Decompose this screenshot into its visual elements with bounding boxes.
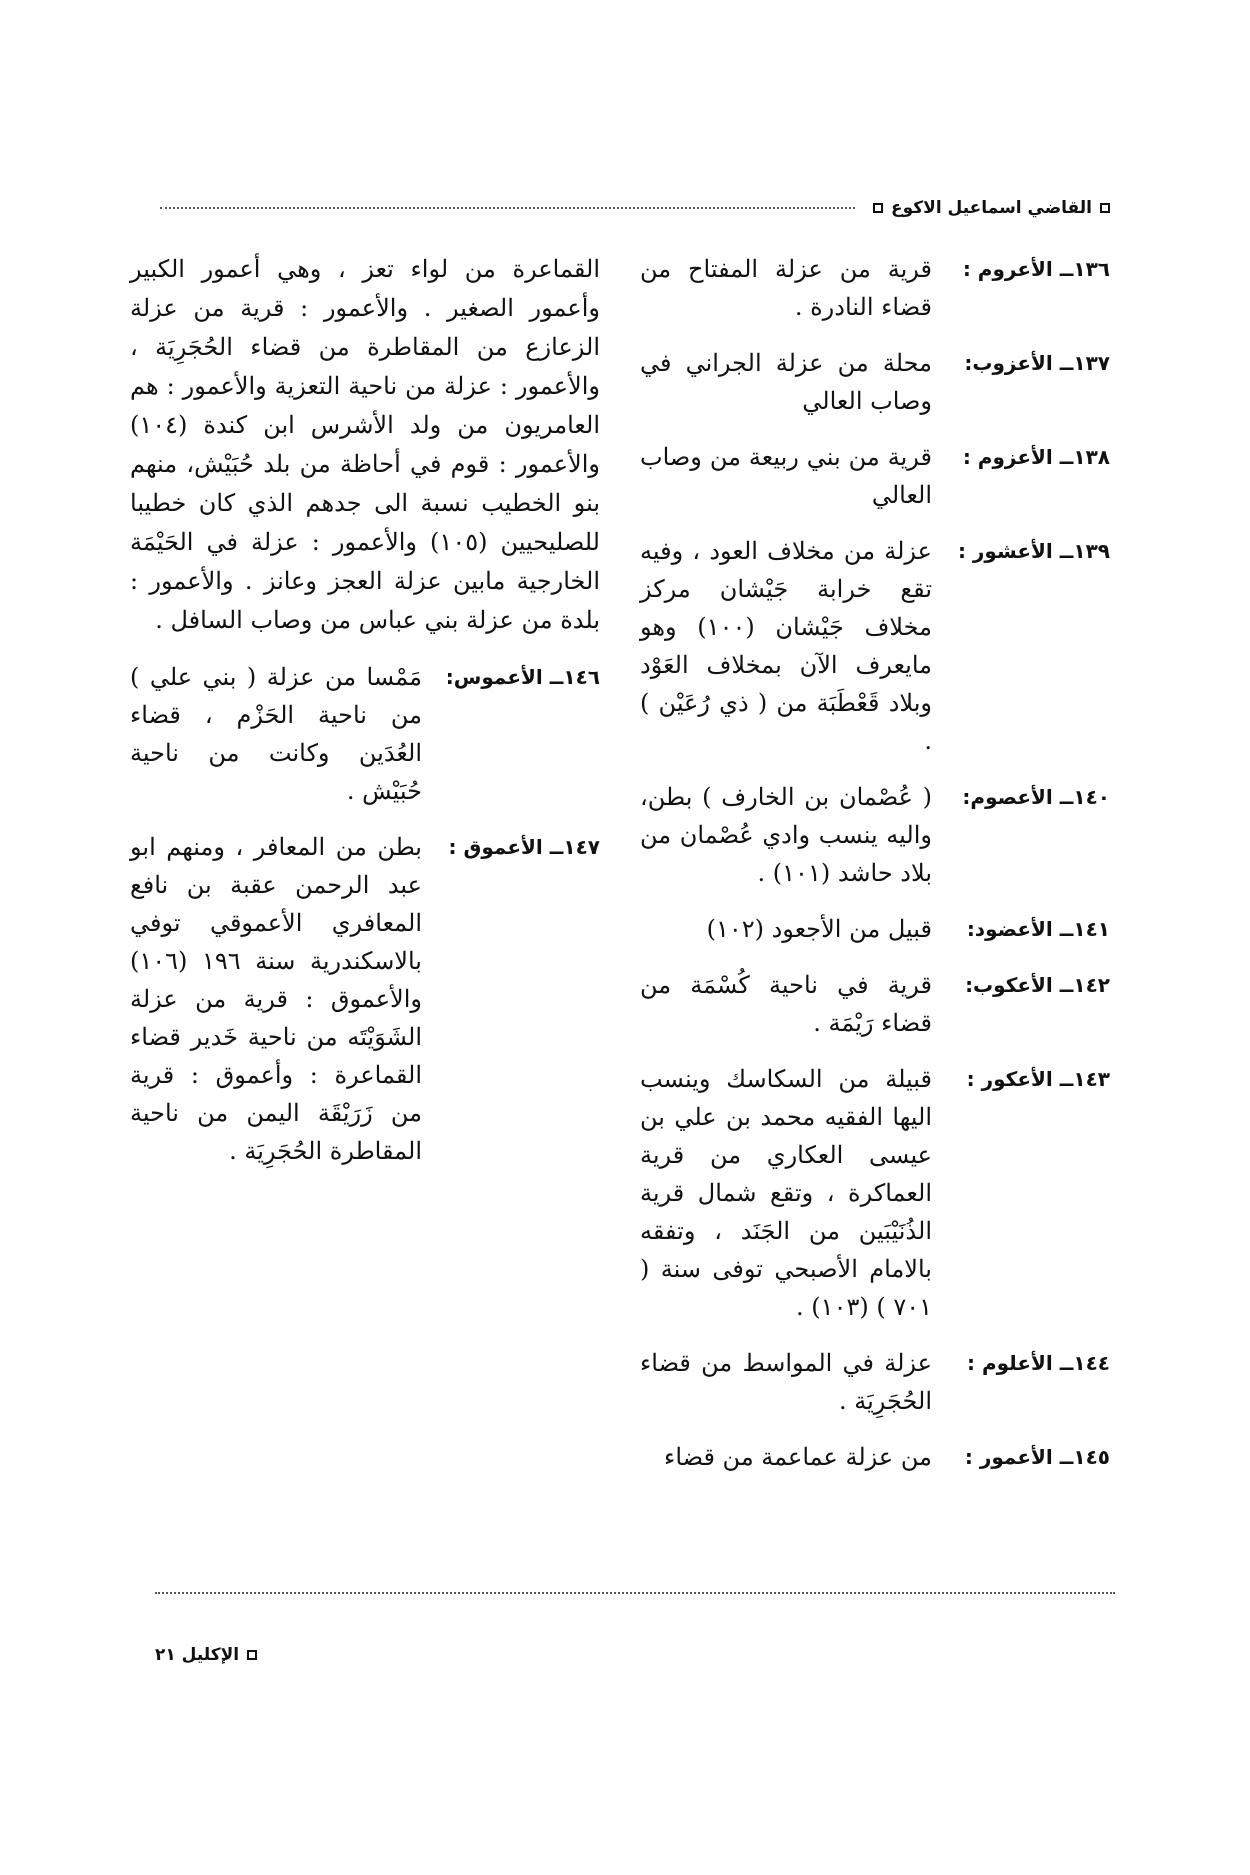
entry-text: قبيل من الأجعود (١٠٢) [706,915,932,943]
square-bullet-icon [1100,203,1110,213]
entry-138 [640,438,1110,514]
right-column [640,250,1110,1494]
entry-text: قرية في ناحية كُسْمَة من قضاء رَيْمَة . [640,971,932,1037]
entry-headword: ١٣٨ــ الأعزوم : [962,445,1110,469]
entry-headword: ١٤٤ــ الأعلوم : [967,1351,1110,1375]
page-footer [155,1645,257,1665]
entry-141 [640,910,1110,948]
entry-headword: ١٤٠ــ الأعصوم: [962,785,1110,809]
entry-headword: ١٤٣ــ الأعكور : [966,1067,1110,1091]
footer-text: الإكليل ٢١ [155,1645,240,1665]
entry-text: مَمْسا من عزلة ( بني علي ) من ناحية الحَزْم ، قضاء العُدَين وكانت من ناحية حُبَيْش . [130,663,422,805]
entry-147 [130,828,600,1170]
header-title: القاضي اسماعيل الاكوع [891,198,1092,218]
entry-140 [640,778,1110,892]
entry-text: عزلة في المواسط من قضاء الحُجَرِيَة . [640,1349,932,1415]
header-dotted-rule [160,207,855,209]
entry-text: قرية من بني ربيعة من وصاب العالي [640,443,932,509]
entry-text: قرية من عزلة المفتاح من قضاء النادرة . [640,255,932,321]
entry-text: بطن من المعافر ، ومنهم ابو عبد الرحمن عقبة بن نافع المعافري الأعموقي توفي بالاسكندرية سنة ١٩٦ (١٠٦) والأعموق : قرية من عزلة الشَوَيْتَه من ناحية خَدير قضاء القماعرة : وأعموق : قرية من زَرَيْقَة اليمن من ناحية المقاطرة الحُجَرِيَة . [130,833,422,1165]
entry-headword: ١٤٥ــ الأعمور : [964,1445,1110,1469]
entry-145 [640,1438,1110,1476]
header-title-group [873,198,1110,218]
entry-headword: ١٣٩ــ الأعشور : [957,539,1110,563]
entry-text: قبيلة من السكاسك وينسب اليها الفقيه محمد بن علي بن عيسى العكاري من قرية العماكرة ، وتقع شمال قرية الذُنَيْبَين من الجَنَد ، وتفقه بالامام الأصبحي توفى سنة ( ٧٠١ ) (١٠٣) . [640,1065,932,1321]
entry-headword: ١٤٢ــ الأعكوب: [965,973,1110,997]
left-column [130,250,600,1188]
entry-text: عزلة من مخلاف العود ، وفيه تقع خرابة جَيْشان مركز مخلاف جَيْشان (١٠٠) وهو مايعرف الآن بمخلاف العَوْد وبلاد قَعْطَبَة من ( ذي رُعَيْن ) . [640,537,932,755]
entry-headword: ١٤١ــ الأعضود: [966,917,1110,941]
running-header [160,190,1110,226]
entry-142 [640,966,1110,1042]
entry-headword: ١٤٦ــ الأعموس: [445,665,600,689]
entry-text: ( عُصْمان بن الخارف ) بطن، واليه ينسب وادي عُصْمان من بلاد حاشد (١٠١) . [640,783,932,887]
entry-145-continuation: القماعرة من لواء تعز ، وهي أعمور الكبير وأعمور الصغير . والأعمور : قرية من عزلة الزعازع من المقاطرة من قضاء الحُجَرِيَة ، والأعمور : عزلة من ناحية التعزية والأعمور : هم العامريون من ولد الأشرس ابن كندة (١٠٤) والأعمور : قوم في أحاظة من بلد حُبَيْش، منهم بنو الخطيب نسبة الى جدهم الذي كان خطيبا للصليحيين (١٠٥) والأعمور : عزلة في الحَيْمَة الخارجية مابين عزلة العجز وعانز . والأعمور : بلدة من عزلة بني عباس من وصاب السافل . [130,255,600,634]
entry-136 [640,250,1110,326]
entry-146 [130,658,600,810]
square-bullet-icon [247,1650,257,1660]
entry-headword: ١٤٧ــ الأعموق : [448,835,600,859]
entry-139 [640,532,1110,760]
entry-text: من عزلة عماعمة من قضاء [664,1443,932,1471]
footer-dotted-rule [155,1592,1115,1594]
entry-text: محلة من عزلة الجراني في وصاب العالي [640,349,932,415]
entry-137 [640,344,1110,420]
entry-headword: ١٣٦ــ الأعروم : [962,257,1110,281]
entry-headword: ١٣٧ــ الأعزوب: [964,351,1110,375]
entry-144 [640,1344,1110,1420]
entry-143 [640,1060,1110,1326]
square-bullet-icon [873,203,883,213]
